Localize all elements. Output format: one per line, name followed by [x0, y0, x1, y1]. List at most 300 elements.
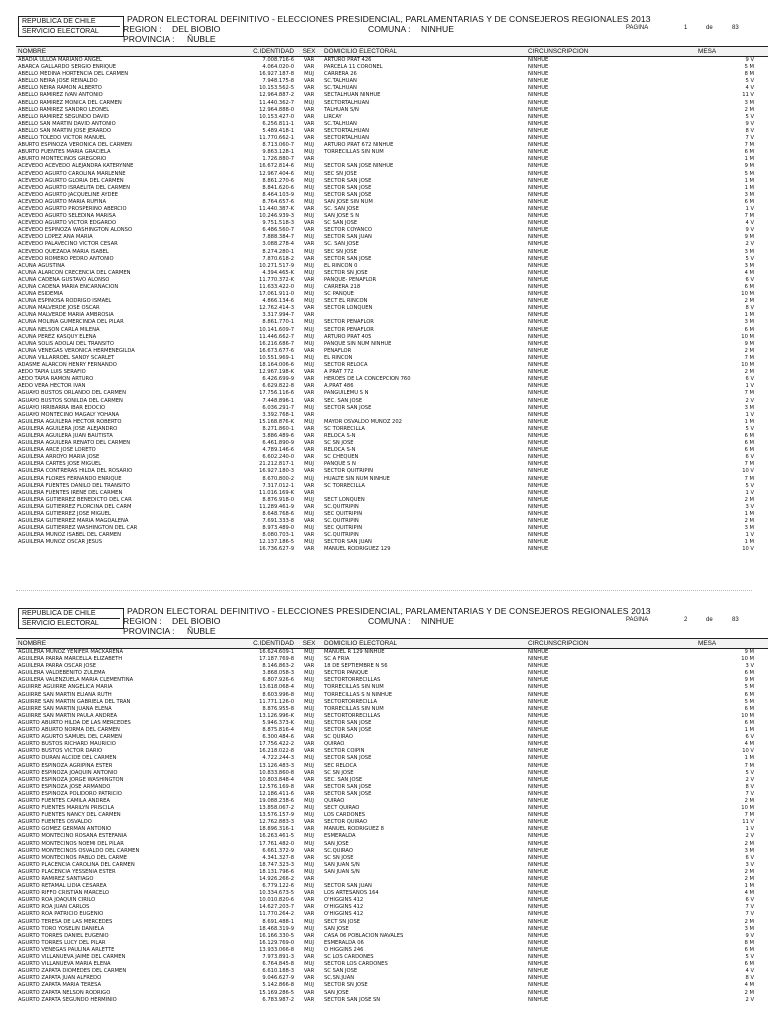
circunscripcion-cell: NINHUE	[528, 340, 549, 347]
circunscripcion-cell: NINHUE	[528, 397, 549, 404]
nombre-cell: AGURTO ABURTO NORMA DEL CARMEN	[18, 727, 120, 734]
domicilio-cell: SECTOR LONQUEN	[324, 305, 373, 312]
domicilio-cell: EL RINCON	[324, 354, 353, 361]
mesa-cell: 2 M	[744, 369, 754, 376]
table-row	[16, 263, 768, 270]
circunscripcion-cell: NINHUE	[528, 826, 549, 833]
sex-cell: VAR	[303, 734, 315, 741]
table-row	[16, 277, 768, 284]
sex-cell: VAR	[303, 92, 315, 99]
mesa-cell: 4 M	[744, 890, 754, 897]
mesa-cell: 9 V	[745, 57, 754, 63]
domicilio-cell: A PRAT 772	[324, 369, 354, 376]
mesa-cell: 1 V	[745, 826, 754, 833]
mesa-cell: 9 M	[744, 163, 754, 170]
circunscripcion-cell: NINHUE	[528, 298, 549, 305]
table-row	[16, 876, 768, 883]
mesa-cell: 8 M	[744, 71, 754, 78]
sex-cell: VAR	[303, 312, 315, 319]
nombre-cell: AGUILERA GUTIERREZ JOSE MIGUEL	[18, 511, 111, 517]
circunscripcion-cell: NINHUE	[528, 518, 549, 525]
domicilio-cell: MANUEL RODRIGUEZ 8	[324, 826, 384, 833]
comuna-value: NINHUE	[421, 24, 454, 34]
circunscripcion-cell: NINHUE	[528, 975, 549, 982]
circunscripcion-cell: NINHUE	[528, 982, 549, 989]
nombre-cell: AEDO VERA HECTOR IVAN	[18, 383, 86, 390]
provincia-label: PROVINCIA :	[123, 34, 175, 44]
sex-cell: VAR	[303, 369, 315, 376]
cedula-cell: 4.064.020-0	[262, 64, 294, 71]
domicilio-cell: SECTOR SAN JOSE	[324, 404, 372, 411]
nombre-cell: AGUILERA FLORES FERNANDO ENRIQUE	[18, 475, 122, 482]
mesa-cell: 1 M	[744, 511, 754, 517]
mesa-cell: 5 M	[744, 684, 754, 691]
mesa-cell: 6 M	[744, 198, 754, 205]
sex-cell: MUJ	[304, 149, 314, 156]
circunscripcion-cell: NINHUE	[528, 57, 549, 63]
sex-cell: VAR	[303, 85, 315, 92]
domicilio-cell: SECT SN JOSE	[324, 918, 361, 925]
domicilio-cell: O'HIGGINS 412	[324, 904, 364, 911]
nombre-cell: AGURTO FUENTES CAMILA ANDREA	[18, 797, 110, 804]
sex-cell: MUJ	[304, 362, 314, 369]
domicilio-cell: SEC. SAN JOSE	[324, 776, 363, 783]
circunscripcion-cell: NINHUE	[528, 354, 549, 361]
sex-cell: MUJ	[304, 404, 314, 411]
circunscripcion-cell: NINHUE	[528, 790, 549, 797]
cedula-cell: 6.256.811-1	[262, 120, 294, 127]
nombre-cell: AGUILERA MUÑOZ OSCAR JESUS	[18, 539, 102, 546]
table-row	[16, 57, 768, 65]
nombre-cell: AGURTO VILLANUEVA MARIA ELENA	[18, 961, 111, 968]
nombre-cell: AGUILERA VALDEBENITO ZULEMA	[18, 670, 106, 677]
col-header-cedula: C.IDENTIDAD	[240, 47, 296, 57]
domicilio-cell: SEC QUITRIPIN	[324, 525, 363, 532]
mesa-cell: 6 V	[745, 854, 754, 861]
mesa-cell: 2 M	[744, 797, 754, 804]
domicilio-cell: SAN JOSE S N	[324, 213, 360, 220]
mesa-cell: 3 V	[745, 503, 754, 510]
sex-cell: MUJ	[304, 712, 314, 719]
sex-cell: VAR	[303, 911, 315, 918]
domicilio-cell: ARTURO PRAT 426	[324, 57, 372, 63]
nombre-cell: ACUÑA ALARCON CRECENCIA DEL CARMEN	[18, 269, 131, 276]
cedula-cell: 11.633.422-0	[259, 284, 294, 290]
sex-cell: MUJ	[304, 797, 314, 804]
table-row	[16, 440, 768, 447]
sex-cell: MUJ	[304, 840, 314, 847]
table-row	[16, 975, 768, 982]
cedula-cell: 18.131.796-6	[259, 868, 294, 875]
mesa-cell: 10 M	[741, 333, 754, 340]
cedula-cell: 11.446.662-7	[259, 333, 294, 340]
table-row	[16, 149, 768, 156]
domicilio-cell: LOS ARTESANOS 164	[324, 890, 379, 897]
sex-cell: MUJ	[304, 213, 314, 220]
table-row	[16, 114, 768, 121]
cedula-cell: 19.088.238-6	[259, 797, 294, 804]
domicilio-cell: SECTALHUAN NINHUE	[324, 92, 381, 99]
mesa-cell: 6 M	[744, 670, 754, 677]
nombre-cell: AGURTO TORO YOSELIN DANIELA	[18, 925, 105, 932]
circunscripcion-cell: NINHUE	[528, 939, 549, 946]
nombre-cell: AGUILERA FUENTES DANILO DEL TRANSITO	[18, 482, 131, 489]
table-row	[16, 954, 768, 961]
mesa-cell: 1 M	[744, 156, 754, 163]
mesa-cell: 10 V	[742, 546, 754, 553]
table-row	[16, 497, 768, 504]
mesa-cell: 5 M	[744, 698, 754, 705]
circunscripcion-cell: NINHUE	[528, 177, 549, 184]
table-row	[16, 904, 768, 911]
sex-cell: MUJ	[304, 762, 314, 769]
domicilio-cell: SC.QUITRIPIN	[324, 503, 359, 510]
table-row	[16, 763, 768, 770]
table-row	[16, 178, 768, 185]
sex-cell: VAR	[303, 205, 315, 212]
cedula-cell: 8.670.800-2	[262, 475, 294, 482]
domicilio-cell: SECTOR SAN JOSE	[324, 177, 372, 184]
circunscripcion-cell: NINHUE	[528, 663, 549, 670]
sex-cell: VAR	[303, 968, 315, 975]
institution-line-2: SERVICIO ELECTORAL	[22, 618, 120, 628]
table-row	[16, 812, 768, 819]
sex-cell: VAR	[303, 897, 315, 904]
col-header-nombre: NOMBRE	[16, 639, 240, 649]
nombre-cell: ACEVEDO AGURTO MARIA RUFINA	[18, 198, 107, 205]
table-row	[16, 982, 768, 989]
table-row	[16, 940, 768, 947]
cedula-cell: 10.153.427-0	[259, 113, 294, 120]
domicilio-cell: MANUEL RODRIGUEZ 129	[324, 546, 391, 553]
cedula-cell: 8.080.703-1	[262, 532, 294, 539]
domicilio-cell: SC. SAN JOSE	[324, 205, 359, 212]
nombre-cell: AGURTO FUENTES MARILYN PRISCILA	[18, 805, 115, 812]
sex-cell: MUJ	[304, 656, 314, 663]
domicilio-cell: HUALTE SIN NUM NINHUE	[324, 475, 390, 482]
institution-box	[18, 608, 124, 629]
cedula-cell: 6.461.890-9	[262, 440, 294, 447]
domicilio-cell: SECTOR SAN JUAN	[324, 539, 372, 546]
mesa-cell: 6 V	[745, 897, 754, 904]
circunscripcion-cell: NINHUE	[528, 876, 549, 882]
table-row	[16, 890, 768, 897]
circunscripcion-cell: NINHUE	[528, 198, 549, 205]
institution-line-1: REPUBLICA DE CHILE	[22, 18, 96, 25]
nombre-cell: AGUILERA ARCE JOSE LORETO	[18, 447, 96, 454]
table-row	[16, 270, 768, 277]
sex-cell: MUJ	[304, 982, 314, 989]
circunscripcion-cell: NINHUE	[528, 670, 549, 677]
nombre-cell: ABADIA ULLOA MARIANO ANGEL	[18, 57, 102, 63]
cedula-cell: 14.926.266-2	[259, 876, 294, 882]
nombre-cell: ACEVEDO ESPINOZA WASHINGTON ALONSO	[18, 227, 133, 234]
cedula-cell: 10.271.517-9	[259, 262, 294, 269]
mesa-cell: 7 M	[744, 812, 754, 819]
table-row	[16, 848, 768, 855]
circunscripcion-cell: NINHUE	[528, 369, 549, 376]
nombre-cell: ACEVEDO AGURTO GLORIA DEL CARMEN	[18, 177, 124, 184]
circunscripcion-cell: NINHUE	[528, 362, 549, 369]
sex-cell: VAR	[303, 78, 315, 85]
cedula-cell: 13.933.066-8	[259, 946, 294, 953]
domicilio-cell: TORRECILLAS S N NINHUE	[324, 691, 393, 698]
nombre-cell: AGUILERA VALENZUELA MARIA CLEMENTINA	[18, 677, 134, 684]
circunscripcion-cell: NINHUE	[528, 468, 549, 475]
nombre-cell: AGURTO ESPINOZA AGRIPINA ESTER	[18, 762, 113, 769]
sex-cell: MUJ	[304, 326, 314, 333]
cedula-cell: 6.661.372-9	[262, 847, 294, 854]
circunscripcion-cell: NINHUE	[528, 546, 549, 553]
comuna-label: COMUNA :	[368, 616, 411, 626]
nombre-cell: AGUILERA MUÑOZ YENIFER MACKARENA	[18, 649, 124, 655]
mesa-cell: 1 V	[745, 532, 754, 539]
col-header-mesa: MESA	[680, 639, 768, 649]
domicilio-cell: SC LOS CARDONES	[324, 954, 374, 961]
mesa-cell: 10 M	[741, 291, 754, 298]
nombre-cell: AGUIRRE SAN MARTIN GABRIELA DEL TRAN	[18, 698, 131, 705]
circunscripcion-cell: NINHUE	[528, 170, 549, 177]
domicilio-cell: ESMERALDA	[324, 833, 356, 840]
cedula-cell: 11.016.169-K	[259, 489, 294, 496]
nombre-cell: ACEVEDO AGURTO CAROLINA MARLENNE	[18, 170, 126, 177]
cedula-cell: 6.486.560-7	[262, 227, 294, 234]
institution-line-2: SERVICIO ELECTORAL	[22, 26, 120, 36]
cedula-cell: 11.289.461-9	[259, 503, 294, 510]
domicilio-cell: SECTOR QUITRIPIN	[324, 468, 373, 475]
sex-cell: MUJ	[304, 918, 314, 925]
circunscripcion-cell: NINHUE	[528, 113, 549, 120]
table-row	[16, 791, 768, 798]
table-row	[16, 926, 768, 933]
domicilio-cell: SC QUIRAO	[324, 734, 353, 741]
nombre-cell: ACEVEDO PALAVECINO VICTOR CESAR	[18, 241, 118, 248]
sex-cell: MUJ	[304, 883, 314, 890]
circunscripcion-cell: NINHUE	[528, 390, 549, 397]
cedula-cell: 16.927.180-3	[259, 468, 294, 475]
mesa-cell: 7 V	[745, 135, 754, 142]
nombre-cell: AGUIRRE SAN MARTIN PAULA ANDREA	[18, 712, 118, 719]
sex-cell: MUJ	[304, 812, 314, 819]
circunscripcion-cell: NINHUE	[528, 291, 549, 298]
domicilio-cell: SECTOR SAN JOSE	[324, 255, 372, 262]
cedula-cell: 12.964.888-0	[259, 106, 294, 113]
cedula-cell: 1.726.880-7	[262, 156, 294, 163]
cedula-cell: 11.440.362-7	[259, 99, 294, 106]
nombre-cell	[16, 546, 240, 553]
mesa-cell: 1 M	[744, 184, 754, 191]
circunscripcion-cell: NINHUE	[528, 996, 549, 1003]
nombre-cell: AGURTO ESPINOZA JORGE WASHINGTON	[18, 776, 124, 783]
sex-cell: MUJ	[304, 525, 314, 532]
table-row	[16, 454, 768, 461]
domicilio-cell: CARRERA 26	[324, 71, 357, 78]
cedula-cell: 5.946.373-K	[262, 719, 294, 726]
sex-cell: VAR	[303, 932, 315, 939]
sex-cell: MUJ	[304, 71, 314, 78]
circunscripcion-cell: NINHUE	[528, 783, 549, 790]
sex-cell: MUJ	[304, 719, 314, 726]
sex-cell: VAR	[303, 954, 315, 961]
cedula-cell: 10.833.860-8	[259, 769, 294, 776]
sex-cell: MUJ	[304, 805, 314, 812]
sex-cell: VAR	[303, 482, 315, 489]
sex-cell: MUJ	[304, 868, 314, 875]
cedula-cell: 8.973.489-0	[262, 525, 294, 532]
mesa-cell: 11 V	[742, 819, 754, 826]
mesa-cell: 8 M	[744, 939, 754, 946]
circunscripcion-cell: NINHUE	[528, 85, 549, 92]
circunscripcion-cell: NINHUE	[528, 734, 549, 741]
domicilio-cell: SEC QUITRIPIN	[324, 511, 363, 517]
nombre-cell: ABELLO RAMIREZ SEGUNDO DAVID	[18, 113, 109, 120]
mesa-cell: 1 V	[745, 205, 754, 212]
nombre-cell: ABELLO TOLEDO VICTOR MANUEL	[18, 135, 106, 142]
sex-cell: VAR	[303, 397, 315, 404]
circunscripcion-cell: NINHUE	[528, 904, 549, 911]
sex-cell: MUJ	[304, 961, 314, 968]
region-value: DEL BIOBIO	[172, 24, 221, 34]
mesa-cell: 11 V	[742, 92, 754, 99]
cedula-cell: 11.770.662-1	[259, 135, 294, 142]
domicilio-cell: SC TORRECILLA	[324, 482, 365, 489]
mesa-cell: 10 M	[741, 362, 754, 369]
cedula-cell: 10.551.969-1	[259, 354, 294, 361]
table-row	[16, 798, 768, 805]
mesa-cell: 1 M	[744, 177, 754, 184]
sex-cell: VAR	[303, 376, 315, 383]
sex-cell: VAR	[303, 383, 315, 390]
table-row	[16, 234, 768, 241]
domicilio-cell: SC SAN JOSE	[324, 968, 358, 975]
nombre-cell: AGURTO TORRES DANIEL EUGENIO	[18, 932, 109, 939]
sex-cell: VAR	[303, 904, 315, 911]
circunscripcion-cell: NINHUE	[528, 511, 549, 517]
circunscripcion-cell: NINHUE	[528, 719, 549, 726]
domicilio-cell: QUIRAO	[324, 797, 345, 804]
cedula-cell: 8.764.657-6	[262, 198, 294, 205]
table-row	[16, 312, 768, 319]
circunscripcion-cell: NINHUE	[528, 532, 549, 539]
cedula-cell: 7.448.896-1	[262, 397, 294, 404]
cedula-cell: 6.629.822-8	[262, 383, 294, 390]
mesa-cell: 1 V	[745, 383, 754, 390]
table-row	[16, 369, 768, 376]
domicilio-cell: SAN JOSE	[324, 840, 349, 847]
sex-cell: MUJ	[304, 755, 314, 762]
circunscripcion-cell: NINHUE	[528, 440, 549, 447]
cedula-cell: 12.964.887-2	[259, 92, 294, 99]
table-row	[16, 171, 768, 178]
mesa-cell: 6 M	[744, 440, 754, 447]
table-row	[16, 199, 768, 206]
domicilio-cell: LIRCAY	[324, 113, 342, 120]
table-row	[16, 327, 768, 334]
sex-cell: VAR	[303, 468, 315, 475]
nombre-cell: ACEVEDO AGURTO JACQUELINE AYDEE	[18, 191, 119, 198]
domicilio-cell: SC.QUITRIPIN	[324, 532, 359, 539]
domicilio-cell: SECTOR SAN JOSE	[324, 184, 372, 191]
col-header-circunscripcion: CIRCUNSCRIPCION	[526, 47, 680, 57]
page-header	[0, 606, 768, 638]
cedula-cell: 8.464.103-9	[262, 191, 294, 198]
nombre-cell: AGUILERA CARTES JOSE MIGUEL	[18, 461, 102, 468]
cedula-cell: 17.187.769-8	[259, 656, 294, 663]
nombre-cell: AGUAYO IRRIBARRA IBAR EDOCIO	[18, 404, 106, 411]
table-body	[16, 649, 768, 1004]
table-row	[16, 741, 768, 748]
sex-cell: VAR	[303, 440, 315, 447]
table-row	[16, 663, 768, 670]
cedula-cell: 10.010.820-6	[259, 897, 294, 904]
nombre-cell: AGUILERA ARROYO MARIA JOSE	[18, 454, 100, 461]
domicilio-cell: SECTOR SAN JOSE	[324, 727, 372, 734]
cedula-cell: 6.426.699-9	[262, 376, 294, 383]
mesa-cell: 7 M	[744, 762, 754, 769]
mesa-cell: 4 V	[745, 968, 754, 975]
domicilio-cell: SECTOR SAN JOSE	[324, 719, 372, 726]
circunscripcion-cell: NINHUE	[528, 333, 549, 340]
mesa-cell: 8 V	[745, 305, 754, 312]
circunscripcion-cell: NINHUE	[528, 248, 549, 255]
nombre-cell: AGUILERA PARRA MARCELLA ELIZABETH	[18, 656, 123, 663]
circunscripcion-cell: NINHUE	[528, 78, 549, 85]
domicilio-cell: SECTOR RELOCA	[324, 362, 368, 369]
nombre-cell: AGUIRRE SAN MARTIN ELIANA RUTH	[18, 691, 112, 698]
nombre-cell: ABELLO RAMIREZ MONICA DEL CARMEN	[18, 99, 122, 106]
cedula-cell: 16.129.769-0	[259, 939, 294, 946]
mesa-cell: 6 V	[745, 454, 754, 461]
table-row	[16, 468, 768, 475]
sex-cell: VAR	[303, 996, 315, 1003]
table-row	[16, 699, 768, 706]
cedula-cell: 16.624.609-1	[259, 649, 294, 655]
nombre-cell: ACUÑA VENEGAS VERONICA HERMENEGILDA	[18, 347, 135, 354]
domicilio-cell: SECTORTALHUAN	[324, 127, 370, 134]
sex-cell: VAR	[303, 503, 315, 510]
table-row	[16, 919, 768, 926]
cedula-cell: 13.618.068-4	[259, 684, 294, 691]
cedula-cell: 7.973.891-3	[262, 954, 294, 961]
nombre-cell: ABARCA GALLARDO SERGIO ENRIQUE	[18, 64, 117, 71]
domicilio-cell: SECTOR SAN JOSE	[324, 790, 372, 797]
domicilio-cell: SECTORTALHUAN	[324, 99, 370, 106]
table-row	[16, 249, 768, 256]
circunscripcion-cell: NINHUE	[528, 755, 549, 762]
table-row	[16, 64, 768, 71]
cedula-cell: 9.751.518-3	[262, 220, 294, 227]
cedula-cell: 6.602.240-0	[262, 454, 294, 461]
circunscripcion-cell: NINHUE	[528, 833, 549, 840]
cedula-cell: 14.627.203-7	[259, 904, 294, 911]
table-row	[16, 355, 768, 362]
table-row	[16, 100, 768, 107]
mesa-cell: 3 M	[744, 319, 754, 326]
domicilio-cell: SC.TALHUAN	[324, 78, 357, 85]
mesa-cell: 6 M	[744, 326, 754, 333]
sex-cell: MUJ	[304, 248, 314, 255]
domicilio-cell: SC.SN.JUAN	[324, 975, 355, 982]
cedula-cell: 7.888.384-7	[262, 234, 294, 241]
sex-cell: VAR	[303, 276, 315, 283]
sex-cell: VAR	[303, 106, 315, 113]
circunscripcion-cell: NINHUE	[528, 762, 549, 769]
cedula-cell: 16.166.330-5	[259, 932, 294, 939]
pagina-label: PAGINA	[626, 25, 649, 31]
table-row	[16, 390, 768, 397]
nombre-cell: AGURTO TERESA DE LAS MERCEDES	[18, 918, 113, 925]
sex-cell: MUJ	[304, 727, 314, 734]
